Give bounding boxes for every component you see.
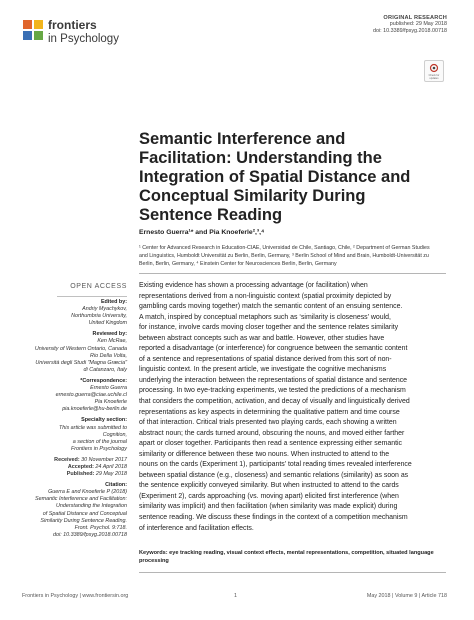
citation-line: Front. Psychol. 9:718. [74, 524, 127, 531]
abstract-line: reported a disadvantage (or interference) for congruence between the semantic content [139, 345, 408, 353]
citation-line: Similarity During Sentence Reading. [40, 517, 127, 524]
reviewer-line: Ken McRae, [97, 338, 127, 345]
reviewer-line: University of Western Ontario, Canada [34, 345, 127, 352]
article-meta [373, 15, 447, 35]
article-type: ORIGINAL RESEARCH [383, 15, 447, 21]
abstract-line: A match, inspired by conceptual metaphors such as ‘similarity is closeness’ would, [139, 313, 391, 321]
refresh-icon [429, 63, 439, 73]
correspondence-label: *Correspondence: [80, 377, 127, 384]
title-line: Conceptual Similarity During [139, 187, 366, 205]
editor-line: United Kingdom [88, 320, 127, 327]
specialty-section-label: Specialty section: [81, 417, 127, 424]
citation-line: Semantic Interference and Facilitation: [35, 496, 127, 503]
received-label: Received: [54, 456, 80, 463]
abstract-line: between spatial distance (e.g., closeness) and semantic relations (similarity) as soon as [139, 471, 409, 479]
abstract-line: Existing evidence has shown a processing advantage (or facilitation) when [139, 282, 368, 289]
reviewer-line: Rio Della Volta, [90, 352, 127, 359]
abstract-line: processing. In two eye-tracking experiments, we tested the predictions of a mechanism [139, 387, 406, 395]
abstract-line: sentence reading. We discuss these findings in the context of a competition mechanism [139, 514, 408, 522]
keywords [139, 549, 446, 565]
received-value: 30 November 2017 [81, 456, 127, 463]
correspondence-name: Pia Knoeferle [94, 399, 127, 406]
journal-name: in Psychology [48, 33, 119, 45]
citation-line: Guerra E and Knoeferle P (2018) [48, 489, 127, 496]
footer-volume-info: May 2018 | Volume 9 | Article 718 [366, 593, 447, 599]
doi-link[interactable]: doi: 10.3389/fpsyg.2018.00718 [372, 28, 447, 34]
title-line: Semantic Interference and [139, 130, 346, 148]
abstract-line: between abstract concepts such as war and battle. However, other studies have [139, 334, 385, 342]
journal-logo[interactable] [22, 16, 142, 52]
affiliation-line: Berlin, Berlin, Germany, ⁴ Einstein Center for Neurosciences Berlin, Berlin, Germany [139, 260, 337, 267]
accepted-date [17, 464, 127, 471]
published-date-sidebar [17, 471, 127, 478]
specialty-line: This article was submitted to [58, 424, 127, 431]
keywords-label: Keywords: [139, 550, 168, 556]
keywords-line [139, 549, 446, 557]
citation-line: of Spatial Distance and Conceptual [42, 510, 127, 517]
abstract-line: for instance, involve cards moving closer together and the sentence relates similarity [139, 324, 399, 332]
editor-line: Northumbria University, [71, 313, 127, 320]
sidebar-body [17, 299, 127, 539]
abstract-line: of interference and facilitation effects. [139, 524, 254, 532]
correspondence-email[interactable]: pia.knoeferle@hu-berlin.de [62, 406, 127, 413]
reviewer-line: Università degli Studi "Magna Græcia" [35, 359, 127, 366]
journal-brand: frontiers [48, 18, 97, 32]
abstract-line: gambling cards moving together) match the semantic content of an ensuing sentence. [139, 303, 403, 311]
abstract-line: the sentence explicitly conveyed similarity. But when instructed to attend to the cards [139, 482, 399, 490]
abstract-line: representations derived from a non-linguistic context (spatial proximity depicted by [139, 292, 392, 300]
abstract-line: of that interaction. Critical trials presented two playing cards, each showing a written [139, 419, 397, 427]
accepted-value: 24 April 2018 [95, 463, 127, 470]
edited-by-label: Edited by: [100, 299, 127, 305]
correspondence-name: Ernesto Guerra [90, 385, 127, 392]
accepted-label: Accepted: [67, 463, 94, 470]
abstract-line: linguistic context. In the present article, we investigate the cognitive mechanisms [139, 366, 387, 374]
citation-line: Understanding the Integration [55, 503, 127, 510]
authors[interactable]: Ernesto Guerra¹* and Pia Knoeferle²,³,⁴ [139, 229, 265, 236]
published-date: published: 29 May 2018 [389, 21, 447, 27]
received-date [17, 457, 127, 464]
citation-line[interactable]: doi: 10.3389/fpsyg.2018.00718 [52, 531, 127, 538]
abstract-line: (Experiment 2), cards approaching (vs. moving apart) elicited first interference (when [139, 492, 399, 500]
citation-label: Citation: [105, 482, 127, 489]
correspondence-email[interactable]: ernesto.guerra@ciae.uchile.cl [55, 392, 127, 399]
title-line: Integration of Spatial Distance and [139, 168, 411, 186]
reviewer-line: di Catanzaro, Italy [83, 366, 127, 373]
specialty-line: Cognition, [102, 431, 127, 438]
affiliations [139, 245, 444, 268]
check-updates-label: Check for updates [428, 74, 440, 80]
abstract-line: abstract noun; the cards turned around, obscuring the nouns, and moved either farther [139, 429, 405, 437]
abstract [139, 281, 446, 534]
affiliation-line: ¹ Center for Advanced Research in Education-CIAE, Universidad de Chile, Santiago, Chile, ² Department of German Studies [139, 245, 430, 251]
abstract-line: similarity or difference between these two nouns. When instructed to attend to the [139, 450, 390, 458]
sidebar-divider [57, 296, 127, 297]
article-title [139, 130, 439, 225]
frontiers-logo-icon [22, 19, 44, 41]
abstract-line: that considers the competition, activation, and decay of visually and linguistically derived [139, 398, 410, 406]
abstract-line: underlying the interaction between the representations of spatial distance and sentence [139, 376, 408, 384]
open-access-badge: OPEN ACCESS [70, 283, 127, 290]
abstract-line: nouns on the cards (Experiment 1), participants’ total reading times revealed interference [139, 461, 412, 469]
title-line: Facilitation: Understanding the [139, 149, 382, 167]
page-number: 1 [234, 593, 237, 599]
check-for-updates-button[interactable] [424, 60, 444, 82]
abstract-line: apart or closer together. Participants then read a sentence expressing either semantic [139, 440, 403, 448]
abstract-line: similarity was implicit) and then facilitation (when similarity was made explicit) during [139, 503, 398, 511]
footer-journal-link[interactable]: Frontiers in Psychology | www.frontiersin.org [22, 593, 129, 599]
published-value: 29 May 2018 [95, 471, 127, 478]
keywords-line: processing [139, 558, 169, 564]
keywords-text: eye tracking reading, visual context effects, mental representations, competition, situated language [169, 550, 434, 556]
divider [139, 273, 446, 274]
affiliation-line: and Linguistics, Humboldt Universität zu Berlin, Berlin, Germany, ³ Berlin School of Mind and Brain, Humboldt-Universität zu [139, 252, 429, 259]
editor-line: Andriy Myachykov, [82, 306, 127, 313]
reviewed-by-label: Reviewed by: [92, 331, 127, 338]
published-label: Published: [66, 471, 95, 478]
abstract-line: representations as key aspects in determining the qualitative pattern and time course [139, 408, 400, 416]
specialty-line: a section of the journal [72, 438, 127, 445]
title-line: Sentence Reading [139, 206, 283, 224]
specialty-line: Frontiers in Psychology [70, 445, 127, 452]
abstract-line: of a sentence and representations of spatial distance derived from this sort of non- [139, 355, 392, 363]
footer-divider [139, 572, 446, 573]
